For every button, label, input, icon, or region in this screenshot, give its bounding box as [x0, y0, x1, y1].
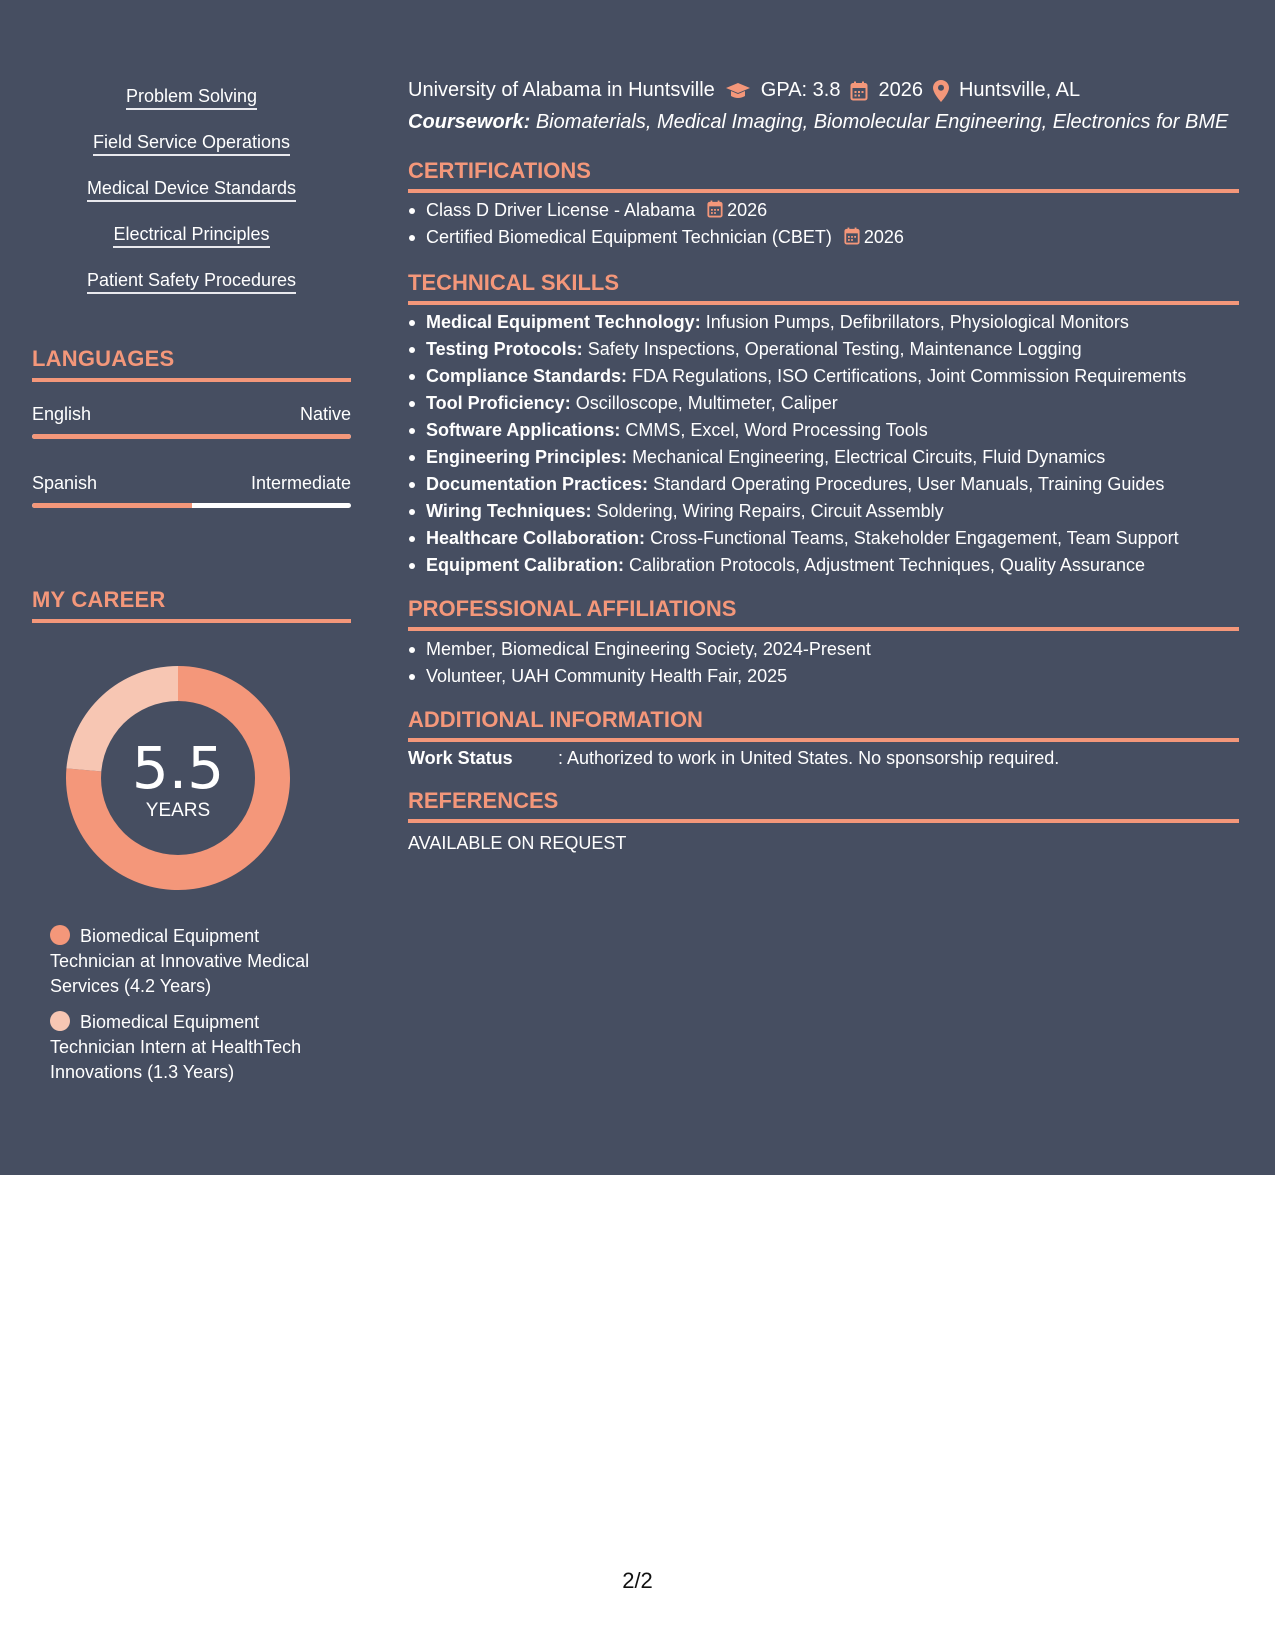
career-legend-item: [50, 924, 335, 999]
work-status-value: : Authorized to work in United States. No sponsorship required.: [558, 748, 1060, 768]
coursework-list: Biomaterials, Medical Imaging, Biomolecular Engineering, Electronics for BME: [535, 111, 1229, 133]
skill-item: Field Service Operations: [93, 132, 290, 156]
calendar-icon: [844, 227, 860, 245]
certifications-list: [426, 197, 904, 251]
skills-list: [32, 86, 351, 316]
languages-heading: LANGUAGES: [32, 346, 351, 382]
skill-details: Infusion Pumps, Defibrillators, Physiological Monitors: [705, 312, 1129, 332]
language-row: [32, 473, 351, 494]
technical-skill-item: [426, 417, 1186, 444]
skill-item: Patient Safety Procedures: [87, 270, 296, 294]
certification-name: Certified Biomedical Equipment Technician (CBET): [426, 227, 832, 247]
career-legend-label: Biomedical Equipment Technician at Innovative Medical Services (4.2 Years): [50, 926, 310, 996]
skill-details: Cross-Functional Teams, Stakeholder Engagement, Team Support: [650, 528, 1179, 548]
technical-skill-item: [426, 363, 1186, 390]
certifications-heading: CERTIFICATIONS: [408, 158, 1239, 193]
work-status-label: Work Status: [408, 748, 513, 768]
skill-details: Standard Operating Procedures, User Manuals, Training Guides: [653, 474, 1165, 494]
language-level: Intermediate: [250, 473, 351, 493]
skill-category: Equipment Calibration:: [426, 555, 624, 575]
technical-skills-heading: TECHNICAL SKILLS: [408, 270, 1239, 305]
language-proficiency-bar: [32, 434, 351, 439]
technical-skills-list: [426, 309, 1186, 579]
references-heading: REFERENCES: [408, 788, 1239, 823]
work-status: [408, 748, 1059, 769]
technical-skill-item: [426, 552, 1186, 579]
certification-year: 2026: [727, 200, 768, 220]
language-level: Native: [299, 404, 351, 424]
school-name: University of Alabama in Huntsville: [408, 79, 715, 101]
gpa: GPA: 3.8: [760, 79, 841, 101]
graduation-year: 2026: [878, 79, 923, 101]
certification-year: 2026: [863, 227, 904, 247]
skill-details: Mechanical Engineering, Electrical Circuits, Fluid Dynamics: [632, 447, 1106, 467]
location-pin-icon: [933, 80, 949, 102]
skill-category: Engineering Principles:: [426, 447, 628, 467]
skill-category: Tool Proficiency:: [426, 393, 571, 413]
education-line: [408, 79, 1080, 102]
additional-info-heading: ADDITIONAL INFORMATION: [408, 707, 1239, 742]
career-legend-item: [50, 1010, 335, 1085]
language-name: English: [32, 404, 92, 424]
graduation-cap-icon: [725, 82, 751, 100]
skill-details: Calibration Protocols, Adjustment Techniques, Quality Assurance: [629, 555, 1145, 575]
affiliations-list: [426, 636, 871, 690]
coursework-label: Coursework:: [408, 111, 531, 133]
technical-skill-item: [426, 525, 1186, 552]
career-heading: MY CAREER: [32, 587, 351, 623]
skill-item: Problem Solving: [126, 86, 257, 110]
skill-item: Electrical Principles: [113, 224, 269, 248]
language-proficiency-fill: [32, 434, 351, 439]
references-text: AVAILABLE ON REQUEST: [408, 833, 627, 853]
language-proficiency-fill: [32, 503, 192, 508]
certification-name: Class D Driver License - Alabama: [426, 200, 696, 220]
skill-category: Software Applications:: [426, 420, 621, 440]
skill-category: Documentation Practices:: [426, 474, 649, 494]
career-total-unit: YEARS: [145, 800, 211, 821]
skill-category: Healthcare Collaboration:: [426, 528, 646, 548]
legend-dot-icon: [50, 1011, 70, 1031]
affiliations-heading: PROFESSIONAL AFFILIATIONS: [408, 596, 1239, 631]
legend-dot-icon: [50, 925, 70, 945]
calendar-icon: [850, 81, 868, 101]
skill-category: Wiring Techniques:: [426, 501, 592, 521]
technical-skill-item: [426, 336, 1186, 363]
affiliation-item: Volunteer, UAH Community Health Fair, 2025: [426, 663, 871, 690]
skill-category: Medical Equipment Technology:: [426, 312, 701, 332]
affiliation-item: Member, Biomedical Engineering Society, 2024-Present: [426, 636, 871, 663]
skill-details: Soldering, Wiring Repairs, Circuit Assembly: [596, 501, 944, 521]
technical-skill-item: [426, 471, 1186, 498]
career-total-value: 5.5: [131, 734, 225, 802]
calendar-icon: [707, 200, 723, 218]
skill-category: Testing Protocols:: [426, 339, 583, 359]
technical-skill-item: [426, 498, 1186, 525]
language-proficiency-bar: [32, 503, 351, 508]
career-legend-label: Biomedical Equipment Technician Intern at HealthTech Innovations (1.3 Years): [50, 1012, 302, 1082]
skill-details: Safety Inspections, Operational Testing, Maintenance Logging: [587, 339, 1082, 359]
school-location: Huntsville, AL: [958, 79, 1081, 101]
skill-details: CMMS, Excel, Word Processing Tools: [625, 420, 928, 440]
skill-details: FDA Regulations, ISO Certifications, Joint Commission Requirements: [632, 366, 1187, 386]
certification-item: [426, 224, 904, 251]
skill-category: Compliance Standards:: [426, 366, 628, 386]
language-row: [32, 404, 351, 425]
technical-skill-item: [426, 444, 1186, 471]
technical-skill-item: [426, 390, 1186, 417]
skill-details: Oscilloscope, Multimeter, Caliper: [575, 393, 838, 413]
page-number: 2/2: [622, 1568, 653, 1593]
coursework-line: [408, 111, 1228, 134]
technical-skill-item: [426, 309, 1186, 336]
language-name: Spanish: [32, 473, 98, 493]
skill-item: Medical Device Standards: [87, 178, 296, 202]
certification-item: [426, 197, 904, 224]
